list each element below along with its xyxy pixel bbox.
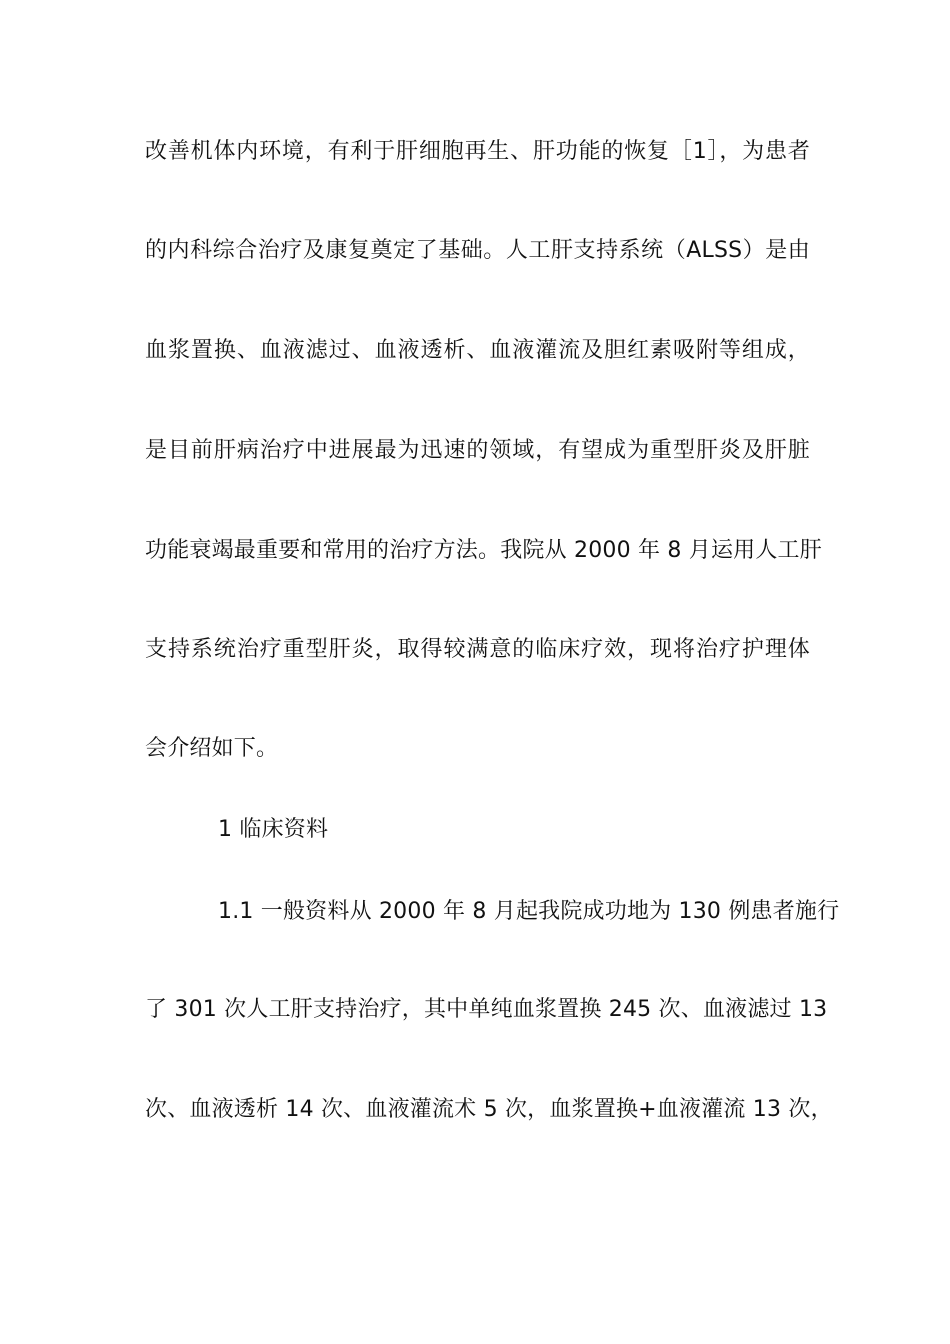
paragraph-line-2: 的内科综合治疗及康复奠定了基础。人工肝支持系统（ALSS）是由 xyxy=(145,238,810,263)
subsection-line-2: 了 301 次人工肝支持治疗，其中单纯血浆置换 245 次、血液滤过 13 xyxy=(145,997,828,1022)
paragraph-line-3: 血浆置换、血液滤过、血液透析、血液灌流及胆红素吸附等组成， xyxy=(145,338,810,363)
paragraph-line-1: 改善机体内环境，有利于肝细胞再生、肝功能的恢复［1］，为患者 xyxy=(145,139,810,164)
section-heading: 1 临床资料 xyxy=(218,817,329,842)
paragraph-line-4: 是目前肝病治疗中进展最为迅速的领域，有望成为重型肝炎及肝脏 xyxy=(145,438,810,463)
subsection-line-1: 1.1 一般资料从 2000 年 8 月起我院成功地为 130 例患者施行 xyxy=(218,899,840,924)
paragraph-line-7: 会介绍如下。 xyxy=(145,736,279,761)
subsection-line-3: 次、血液透析 14 次、血液灌流术 5 次，血浆置换+血液灌流 13 次， xyxy=(145,1097,833,1122)
paragraph-line-5: 功能衰竭最重要和常用的治疗方法。我院从 2000 年 8 月运用人工肝 xyxy=(145,538,822,563)
paragraph-line-6: 支持系统治疗重型肝炎，取得较满意的临床疗效，现将治疗护理体 xyxy=(145,637,810,662)
